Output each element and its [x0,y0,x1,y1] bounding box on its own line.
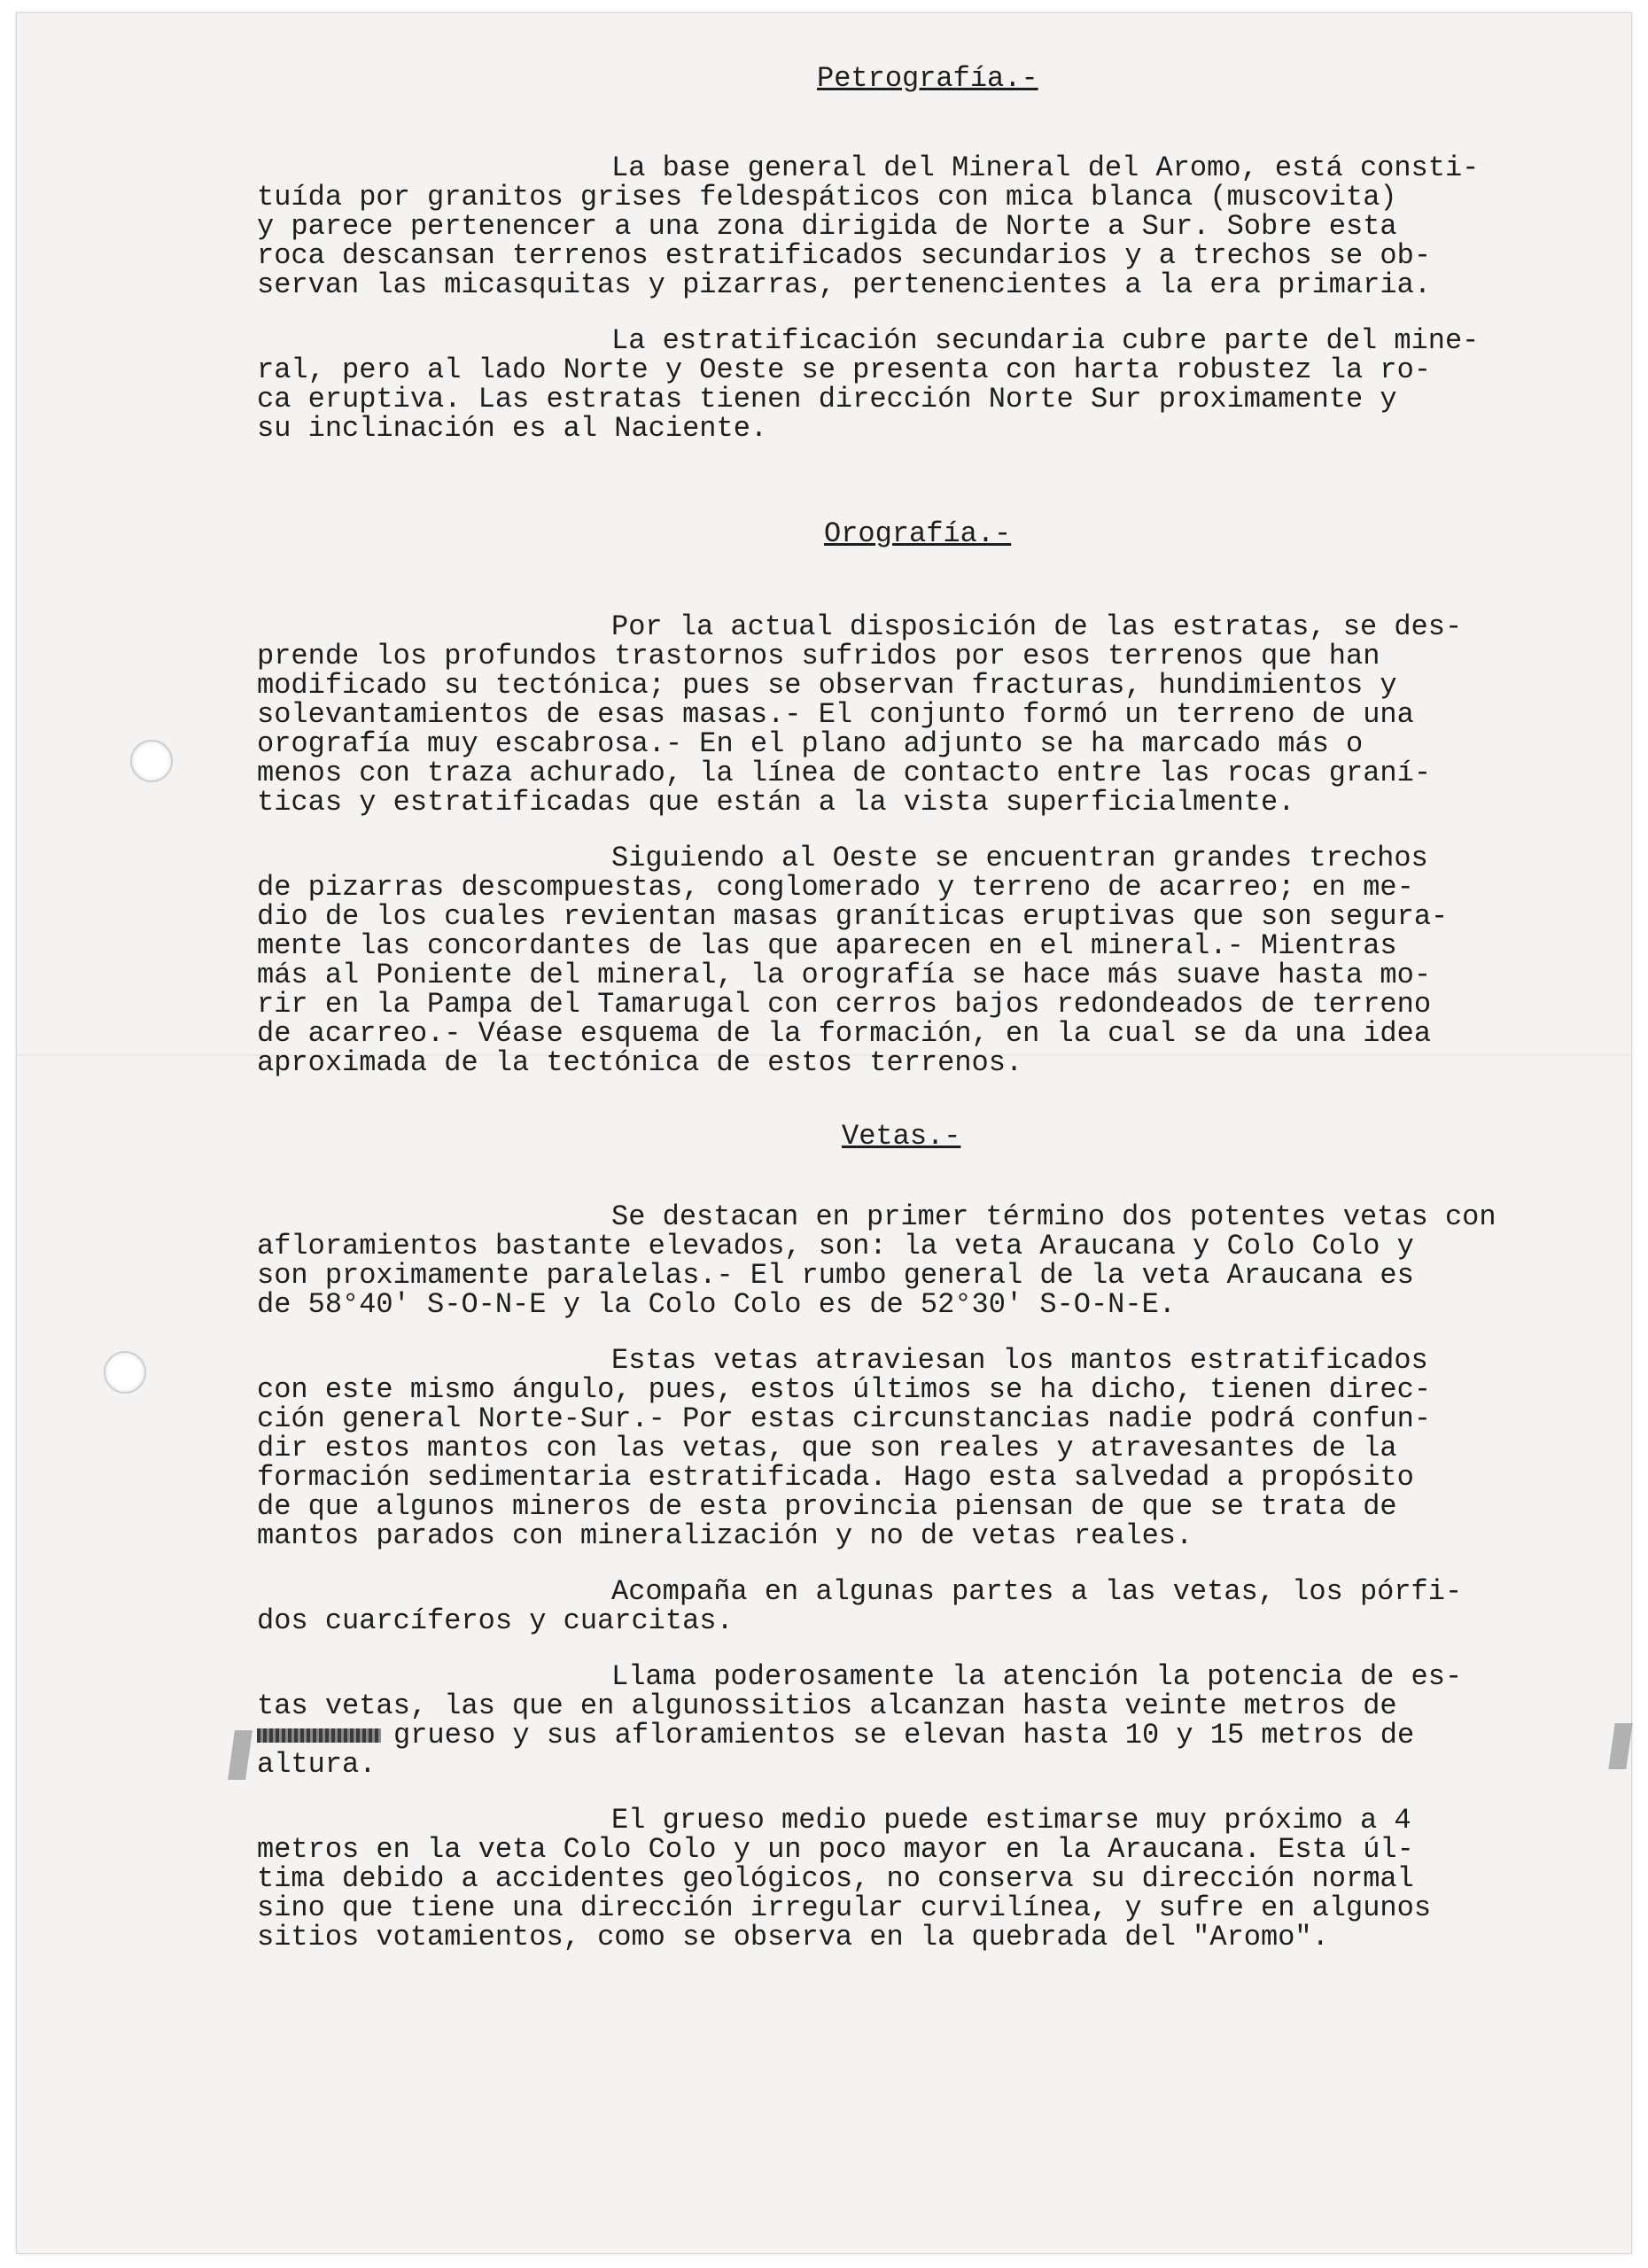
text-line: y parece pertenencer a una zona dirigida de Norte a Sur. Sobre esta [257,210,1397,243]
text-line: mantos parados con mineralización y no de vetas reales. [257,1519,1193,1552]
text-line: con este mismo ángulo, pues, estos últimos se ha dicho, tienen direc- [257,1373,1432,1406]
paragraph [257,843,1639,1077]
text-line: de pizarras descompuestas, conglomerado y terreno de acarreo; en me- [257,871,1414,904]
text-line: ral, pero al lado Norte y Oeste se presenta con harta robustez la ro- [257,353,1432,386]
section-heading-orografia: Orografía.- [824,517,1012,550]
text-line: prende los profundos trastornos sufridos por esos terrenos que han [257,640,1380,672]
paragraph [257,1577,1639,1635]
text-line: Siguiendo al Oeste se encuentran grandes trechos [611,842,1428,874]
text-line: La base general del Mineral del Aromo, está consti- [611,151,1480,184]
text-line: ticas y estratificadas que están a la vista superficialmente. [257,786,1295,819]
text-line: Se destacan en primer término dos potentes vetas con [611,1200,1496,1233]
paragraph [257,153,1639,299]
text-line-with-strikeout [257,1720,1639,1750]
text-line: La estratificación secundaria cubre parte del mine- [611,324,1480,357]
text-line: dir estos mantos con las vetas, que son reales y atravesantes de la [257,1432,1397,1464]
text-line: ca eruptiva. Las estratas tienen dirección Norte Sur proximamente y [257,383,1397,416]
text-line: su inclinación es al Naciente. [257,412,768,445]
text-line: aproximada de la tectónica de estos terrenos. [257,1046,1023,1079]
text-line: de acarreo.- Véase esquema de la formación, en la cual se da una idea [257,1017,1432,1050]
text-line: Acompaña en algunas partes a las vetas, los pórfi- [611,1575,1463,1608]
text-line: afloramientos bastante elevados, son: la veta Araucana y Colo Colo y [257,1230,1414,1262]
text-line: grueso y sus afloramientos se elevan hasta 10 y 15 metros de [393,1719,1415,1751]
punch-hole [104,1351,146,1394]
text-line: tas vetas, las que en algunossitios alcanzan hasta veinte metros de [257,1689,1397,1722]
section-heading-petrografia: Petrografía.- [817,62,1038,95]
text-line: más al Poniente del mineral, la orografía se hace más suave hasta mo- [257,959,1432,991]
text-line: roca descansan terrenos estratificados secundarios y a trechos se ob- [257,239,1432,272]
text-line: dos cuarcíferos y cuarcitas. [257,1604,734,1637]
text-line: ción general Norte-Sur.- Por estas circunstancias nadie podrá confun- [257,1402,1432,1435]
document-text [257,64,1639,1978]
text-line: sitios votamientos, como se observa en la quebrada del "Aromo". [257,1921,1329,1953]
paragraph [257,1806,1639,1952]
text-line: modificado su tectónica; pues se observan fracturas, hundimientos y [257,669,1397,702]
text-line: tima debido a accidentes geológicos, no conserva su dirección normal [257,1862,1414,1895]
text-line: Llama poderosamente la atención la potencia de es- [611,1660,1463,1693]
text-line: solevantamientos de esas masas.- El conjunto formó un terreno de una [257,698,1414,731]
paragraph [257,326,1639,443]
text-line: Estas vetas atraviesan los mantos estratificados [611,1344,1428,1377]
text-line: El grueso medio puede estimarse muy próximo a 4 [611,1804,1411,1837]
text-line: altura. [257,1748,377,1781]
text-line: rir en la Pampa del Tamarugal con cerros bajos redondeados de terreno [257,988,1432,1021]
text-line: servan las micasquitas y pizarras, pertenencientes a la era primaria. [257,268,1432,301]
text-line: orografía muy escabrosa.- En el plano adjunto se ha marcado más o [257,727,1364,760]
struck-out-word [257,1728,381,1743]
text-line: mente las concordantes de las que aparecen en el mineral.- Mientras [257,929,1397,962]
paragraph [257,1346,1639,1550]
text-line: sino que tiene una dirección irregular curvilínea, y sufre en algunos [257,1891,1432,1924]
text-line: son proximamente paralelas.- El rumbo general de la veta Araucana es [257,1259,1414,1292]
paragraph [257,1662,1639,1779]
section-heading-vetas: Vetas.- [842,1120,961,1153]
text-line: Por la actual disposición de las estratas, se des- [611,610,1463,643]
text-line: dio de los cuales revientan masas graníticas eruptivas que son segura- [257,900,1449,933]
text-line: metros en la veta Colo Colo y un poco mayor en la Araucana. Esta úl- [257,1833,1414,1866]
text-line: tuída por granitos grises feldespáticos con mica blanca (muscovita) [257,181,1397,214]
paragraph [257,1202,1639,1319]
text-line: menos con traza achurado, la línea de contacto entre las rocas graní- [257,757,1432,789]
text-line: formación sedimentaria estratificada. Hago esta salvedad a propósito [257,1461,1414,1494]
text-line: de 58°40' S-O-N-E y la Colo Colo es de 52°30' S-O-N-E. [257,1288,1176,1321]
punch-hole [130,740,173,782]
tape-mark [228,1730,253,1780]
text-line: de que algunos mineros de esta provincia piensan de que se trata de [257,1490,1397,1523]
paragraph [257,612,1639,817]
